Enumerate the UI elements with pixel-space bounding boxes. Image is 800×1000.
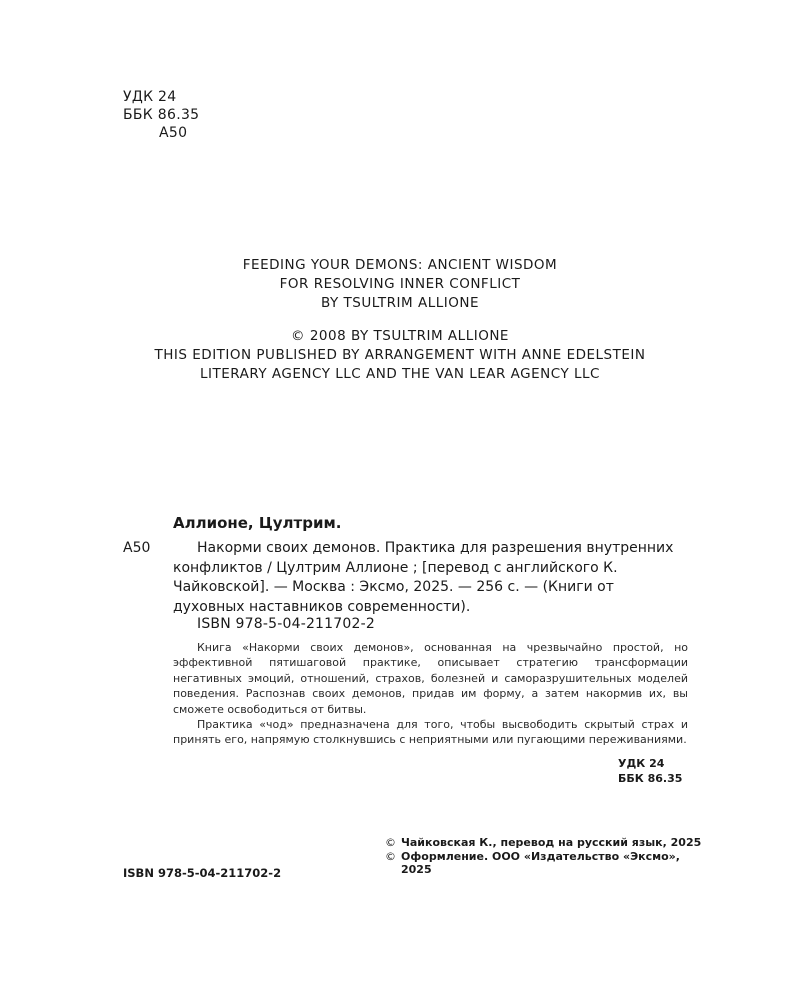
copyright-notices [385,836,705,877]
original-edition-info [0,256,800,384]
annotation-paragraph-2: Практика «чод» предназначена для того, чтобы высвободить скрытый страх и принять его, напрямую столкнувшись с неприятными или пугающими переживаниями. [173,718,688,747]
design-copyright-text: Оформление. ООО «Издательство «Эксмо», 2025 [401,849,680,876]
bibliographic-description: Накорми своих демонов. Практика для разрешения внутренних конфликтов / Цултрим Аллионе ; [перевод с английского К. Чайковской]. — Москва : Эксмо, 2025. — 256 с. — (Книги от духовных наставников современности). [173,540,674,615]
copyright-symbol: © [385,849,396,863]
catalog-classification [618,756,682,786]
catalog-udk: УДК 24 [618,757,665,770]
edition-note-line-1: THIS EDITION PUBLISHED BY ARRANGEMENT WITH ANNE EDELSTEIN [154,347,646,363]
catalog-description [173,539,688,617]
footer-isbn: ISBN 978-5-04-211702-2 [123,866,282,880]
catalog-author: Аллионе, Цултрим. [173,514,342,532]
classification-block [123,88,199,142]
catalog-bbk: ББК 86.35 [618,772,683,785]
original-title-line-2: FOR RESOLVING INNER CONFLICT [279,276,521,292]
annotation [173,640,688,748]
catalog-author-mark: А50 [123,540,151,556]
edition-note-line-2: LITERARY AGENCY LLC AND THE VAN LEAR AGENCY LLC [200,366,600,382]
bbk-code: ББК 86.35 [123,107,200,123]
copyright-symbol: © [385,836,396,849]
original-title-line-1: FEEDING YOUR DEMONS: ANCIENT WISDOM [242,257,558,273]
catalog-isbn: ISBN 978-5-04-211702-2 [197,616,375,632]
original-copyright: © 2008 BY TSULTRIM ALLIONE [291,328,509,344]
design-copyright [385,850,705,877]
udk-code: УДК 24 [123,89,177,105]
translation-copyright [385,836,705,850]
annotation-paragraph-1: Книга «Накорми своих демонов», основанная на чрезвычайно простой, но эффективной пятишаговой практике, описывает стратегию трансформации негативных эмоций, отношений, страхов, болезней и саморазрушительных моделей поведения. Распознав своих демонов, придав им форму, а затем накормив их, вы сможете освободиться от битвы. [173,641,688,716]
original-author-line: BY TSULTRIM ALLIONE [321,295,479,311]
author-mark: А50 [159,125,188,141]
translation-copyright-text: Чайковская К., перевод на русский язык, 2025 [401,836,702,849]
